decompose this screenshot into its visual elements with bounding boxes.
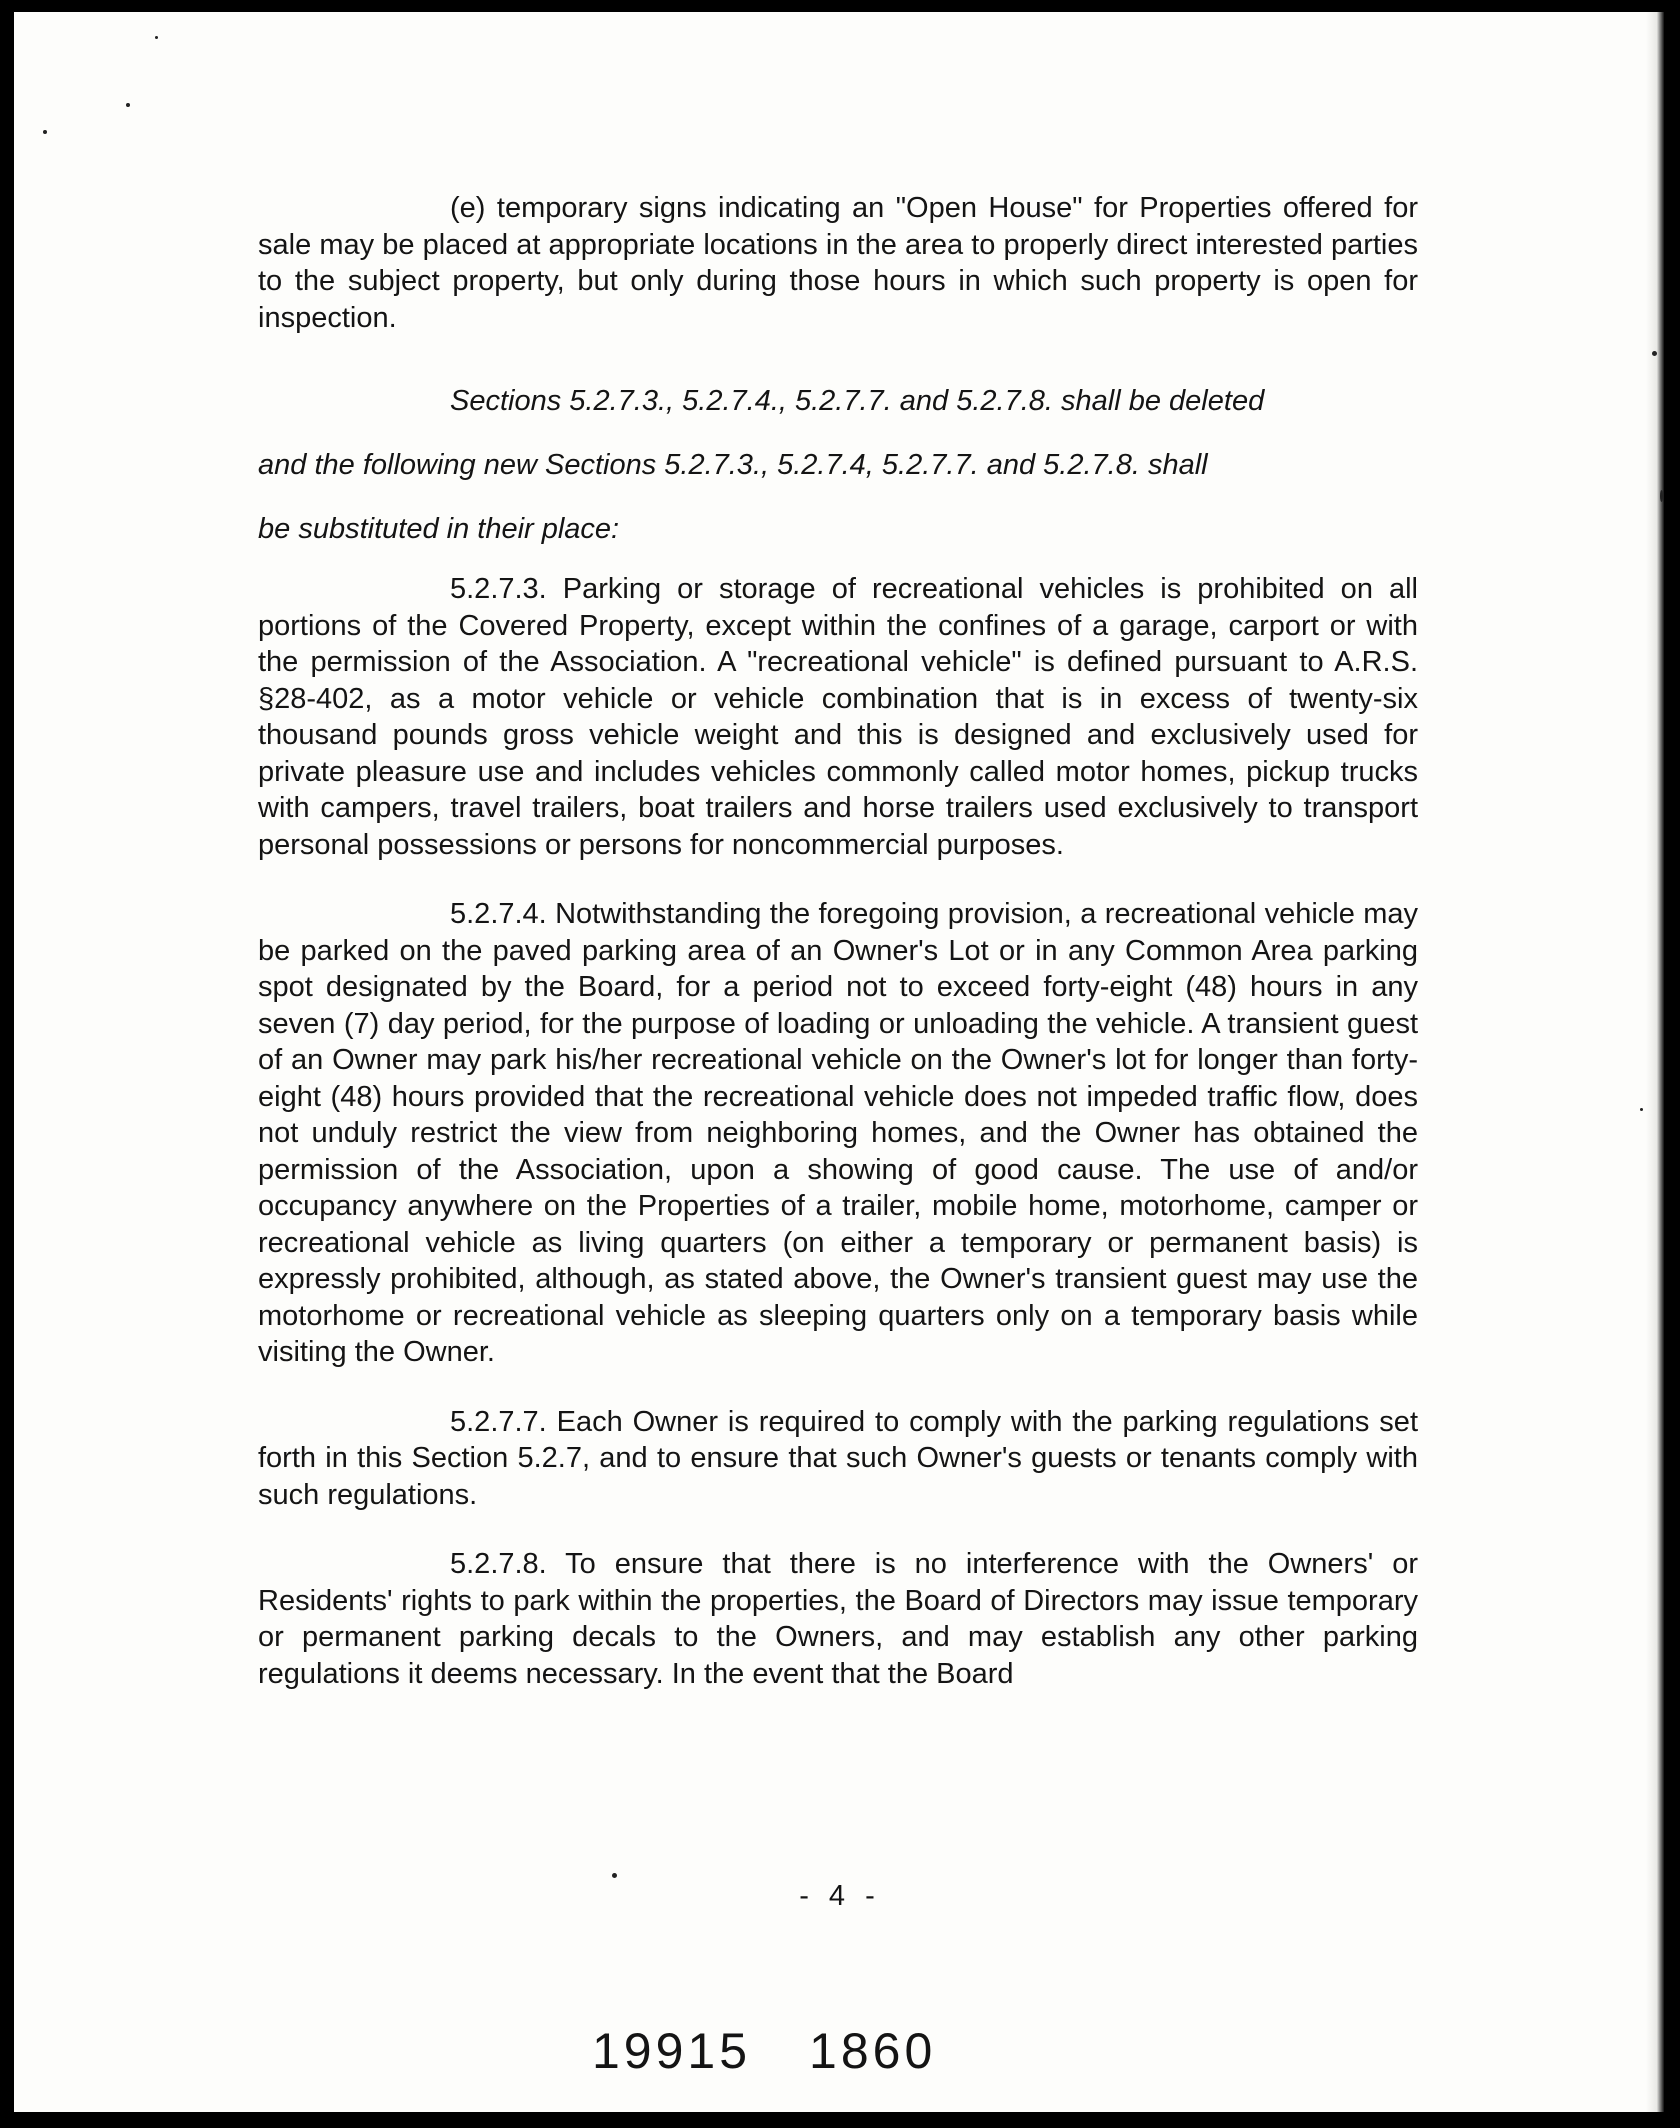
substitution-clause bbox=[258, 369, 1418, 561]
substitution-line-1: Sections 5.2.7.3., 5.2.7.4., 5.2.7.7. and 5.2.7.8. shall be deleted bbox=[450, 385, 1265, 417]
section-5-2-7-7: 5.2.7.7. Each Owner is required to comply with the parking regulations set forth in this Section 5.2.7, and to ensure that such Owner's guests or tenants comply with such regulations. bbox=[258, 1405, 1418, 1511]
sheet-shadow-edge bbox=[1646, 12, 1664, 2112]
scan-speck bbox=[155, 36, 158, 39]
section-5-2-7-8: 5.2.7.8. To ensure that there is no interference with the Owners' or Residents' rights to park within the properties, the Board of Directors may issue temporary or permanent parking decals to the Owners, and may establish any other parking regulations it deems necessary. In the event that the Board bbox=[258, 1548, 1418, 1690]
section-5-2-7-3: 5.2.7.3. Parking or storage of recreational vehicles is prohibited on all portions of the Covered Property, except within the confines of a garage, carport or with the permission of the Association. A "recreational vehicle" is defined pursuant to A.R.S. §28-402, as a motor vehicle or vehicle combination that is in excess of twenty-six thousand pounds gross vehicle weight and this is designed and exclusively used for private pleasure use and includes vehicles commonly called motor homes, pickup trucks with campers, travel trailers, boat trailers and horse trailers used exclusively to transport personal possessions or persons for noncommercial purposes. bbox=[258, 573, 1418, 861]
recording-stamp bbox=[592, 2022, 936, 2080]
scan-speck bbox=[1640, 1108, 1643, 1111]
stamp-number-left: 19915 bbox=[592, 2023, 752, 2079]
scan-speck bbox=[126, 103, 130, 107]
substitution-line-2: and the following new Sections 5.2.7.3., 5.2.7.4, 5.2.7.7. and 5.2.7.8. shall bbox=[258, 449, 1208, 481]
page-number: - 4 - bbox=[799, 1880, 881, 1912]
document-body bbox=[258, 190, 1418, 1725]
scan-speck bbox=[43, 130, 47, 134]
paragraph-open-house: (e) temporary signs indicating an "Open House" for Properties offered for sale may be placed at appropriate locations in the area to properly direct interested parties to the subject property, but only during those hours in which such property is open for inspection. bbox=[258, 192, 1418, 334]
stamp-number-right: 1860 bbox=[809, 2023, 937, 2079]
section-5-2-7-4: 5.2.7.4. Notwithstanding the foregoing provision, a recreational vehicle may be parked on the paved parking area of an Owner's Lot or in any Common Area parking spot designated by the Board, for a period not to exceed forty-eight (48) hours in any seven (7) day period, for the purpose of loading or unloading the vehicle. A transient guest of an Owner may park his/her recreational vehicle on the Owner's lot for longer than forty-eight (48) hours provided that the recreational vehicle does not impeded traffic flow, does not unduly restrict the view from neighboring homes, and the Owner has obtained the permission of the Association, upon a showing of good cause. The use of and/or occupancy anywhere on the Properties of a trailer, mobile home, motorhome, camper or recreational vehicle as living quarters (on either a temporary or permanent basis) is expressly prohibited, although, as stated above, the Owner's transient guest may use the motorhome or recreational vehicle as sleeping quarters only on a temporary basis while visiting the Owner. bbox=[258, 898, 1418, 1368]
scan-speck bbox=[1660, 490, 1663, 502]
substitution-line-3: be substituted in their place: bbox=[258, 513, 620, 545]
scan-speck bbox=[1652, 351, 1657, 356]
scan-speck bbox=[612, 1873, 617, 1878]
